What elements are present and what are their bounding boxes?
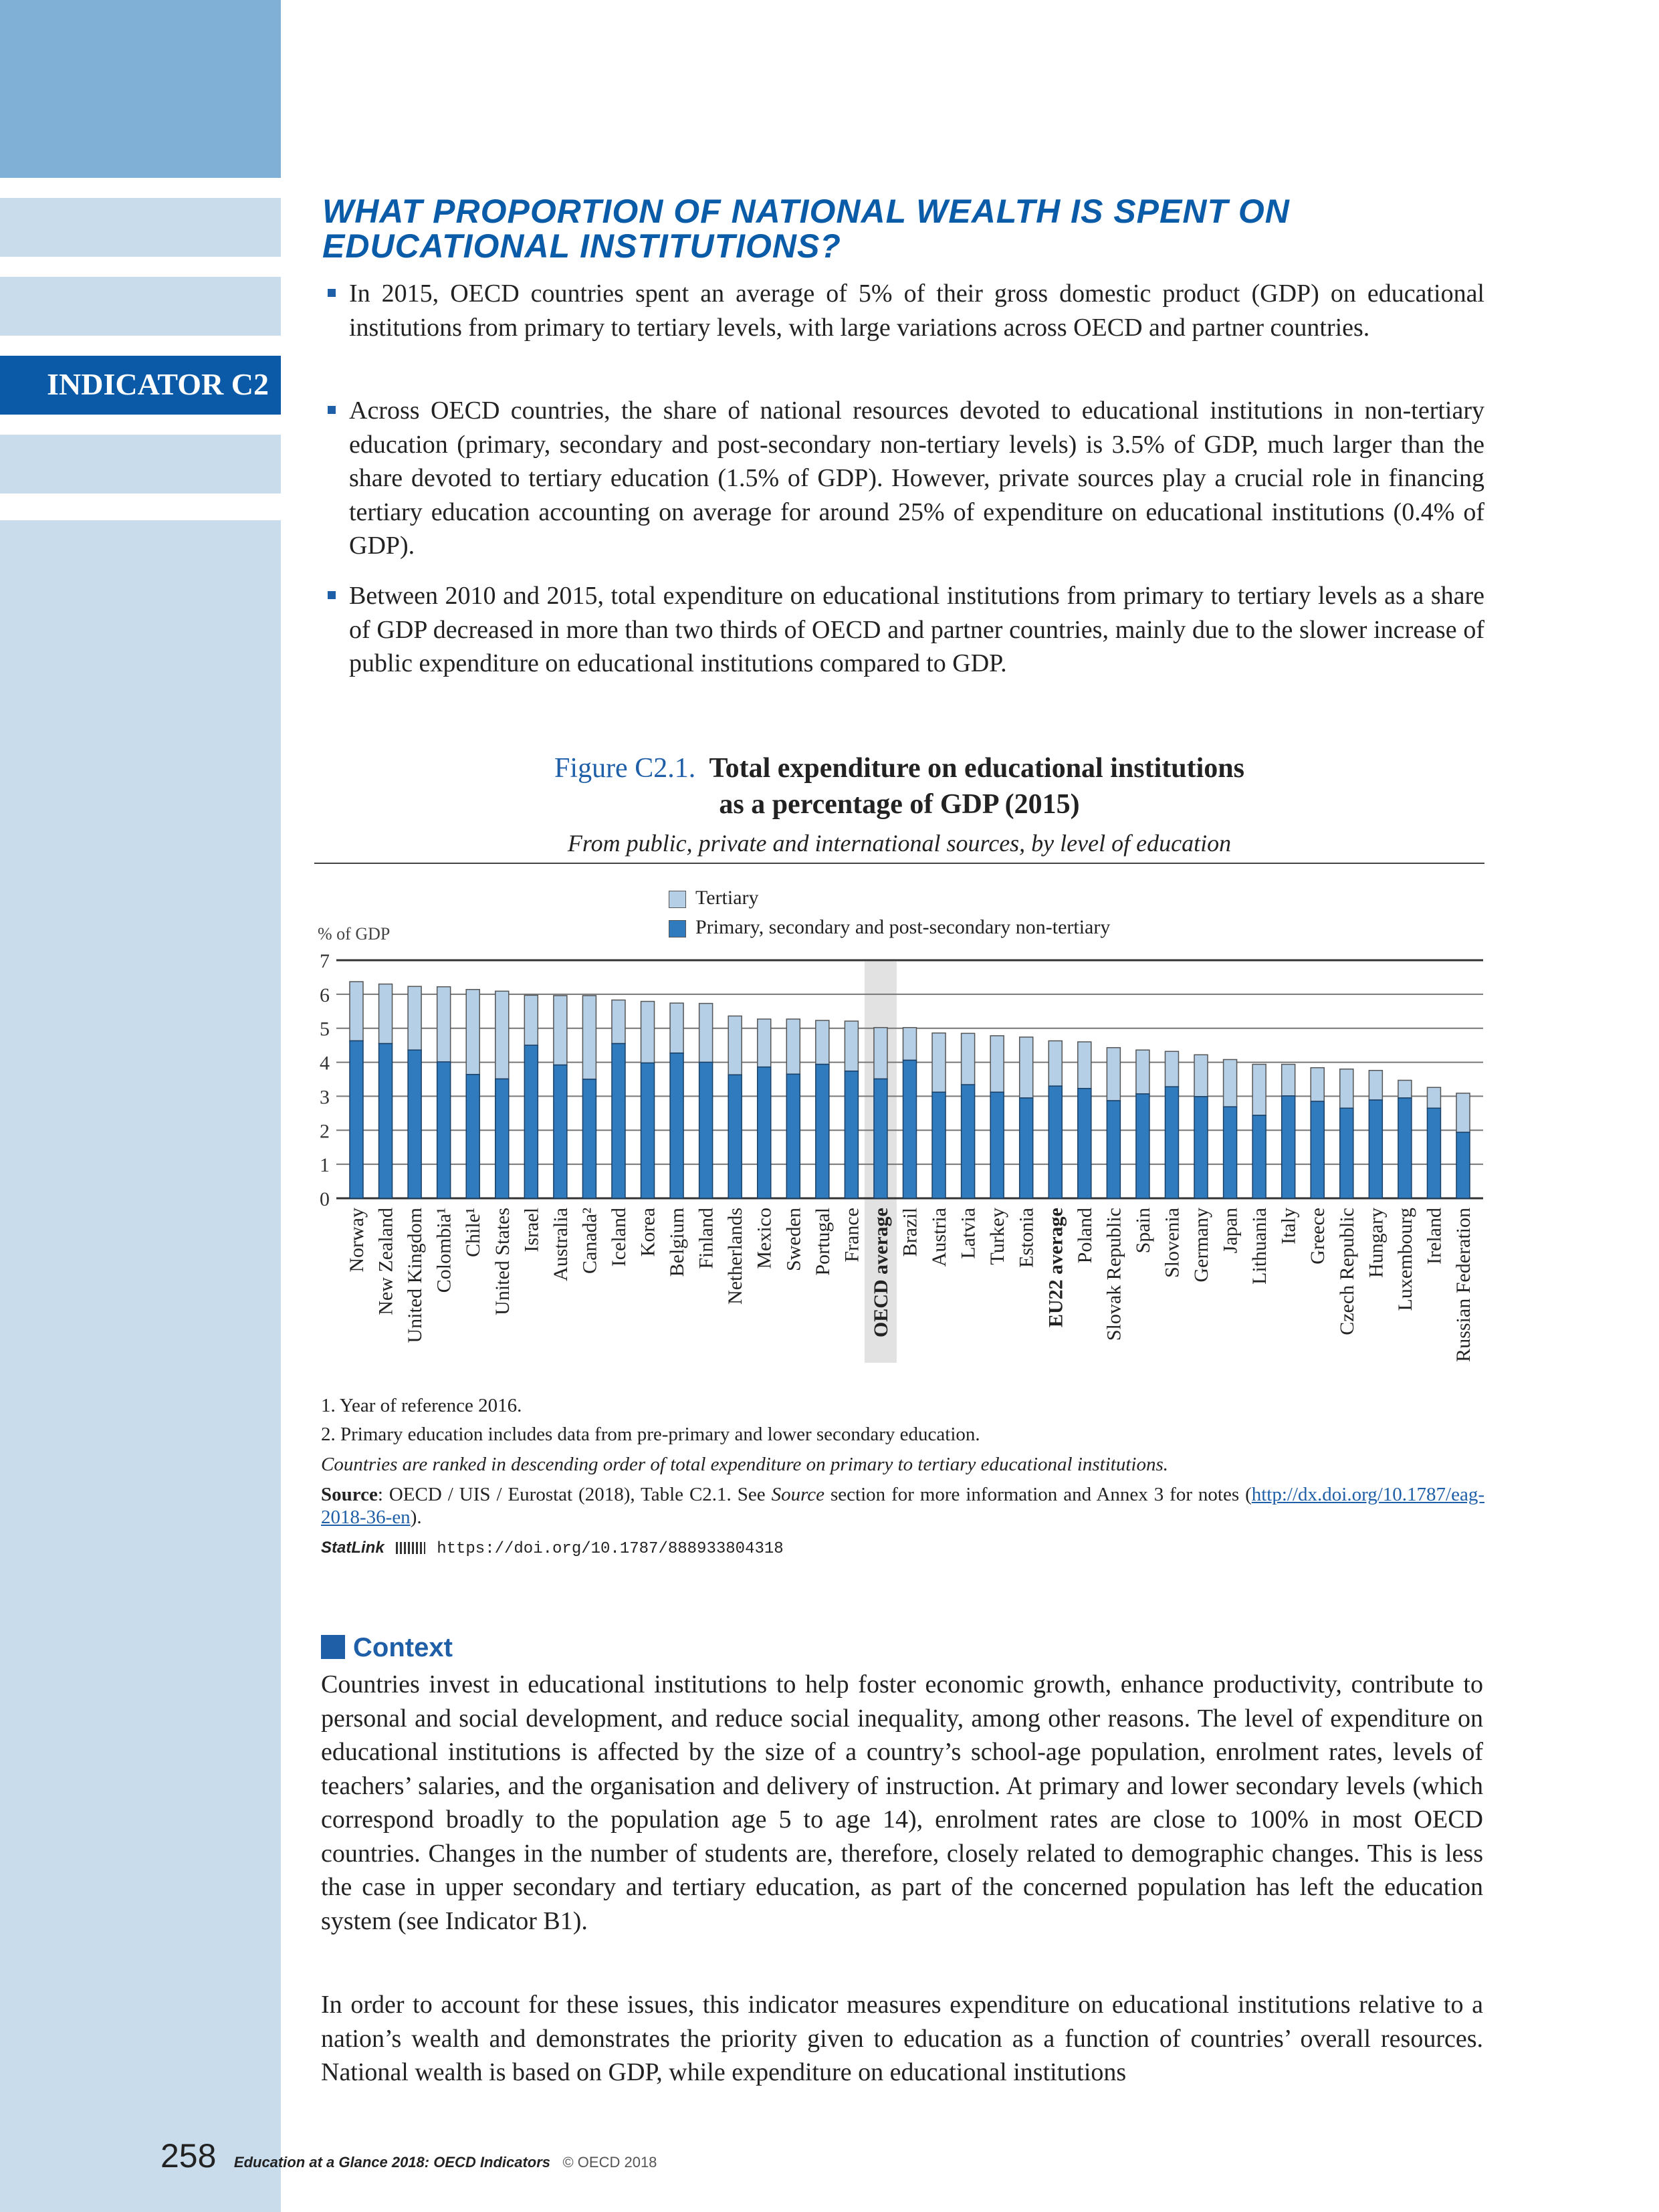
bullet-text: Across OECD countries, the share of national resources devoted to educational institutions in non-tertiary education (primary, secondary and post-secondary non-tertiary levels) is 3.5% of GDP, much larger than the share devoted to tertiary education (1.5% of GDP). However, private sources play a crucial role in financing tertiary education accounting on average for around 25% of expenditure on educational institutions (0.4% of GDP).: [349, 397, 1484, 560]
x-tick-label: Austria: [928, 1208, 951, 1267]
bar-primary: [1078, 1089, 1091, 1198]
x-tick-label: Korea: [637, 1208, 659, 1257]
bar-primary: [1398, 1098, 1412, 1198]
bar-primary: [1165, 1087, 1178, 1198]
statlink-url[interactable]: https://doi.org/10.1787/888933804318: [437, 1540, 784, 1558]
bar-tertiary: [1136, 1050, 1149, 1094]
bar-primary: [524, 1045, 538, 1198]
bar-primary: [1311, 1101, 1324, 1198]
bar-tertiary: [758, 1019, 771, 1067]
bar-tertiary: [1311, 1068, 1324, 1101]
bar-primary: [408, 1050, 421, 1198]
bar-tertiary: [1020, 1037, 1033, 1098]
bar-primary: [874, 1079, 887, 1198]
bar-tertiary: [1224, 1060, 1237, 1107]
bar-primary: [1282, 1096, 1295, 1198]
indicator-label: INDICATOR C2: [47, 367, 269, 401]
heading-square-icon: [321, 1635, 345, 1659]
context-paragraph-2: In order to account for these issues, this indicator measures expenditure on educational institutions relative to a nation’s wealth and demonstrates the priority given to education as a function of countries’ overall resources. National wealth is based on GDP, while expenditure on educational institutions: [321, 1991, 1483, 2086]
bar-tertiary: [845, 1021, 858, 1071]
bar-tertiary: [350, 982, 363, 1040]
ranking-note: Countries are ranked in descending order of total expenditure on primary to tertiary educational institutions.: [321, 1454, 1168, 1475]
x-tick-label: Portugal: [811, 1208, 834, 1276]
y-axis-label: % of GDP: [318, 924, 391, 944]
bar-primary: [612, 1044, 625, 1198]
x-tick-label: Italy: [1277, 1208, 1300, 1244]
bar-tertiary: [612, 1000, 625, 1044]
bar-tertiary: [962, 1033, 975, 1085]
bar-tertiary: [408, 986, 421, 1050]
bar-primary: [786, 1074, 800, 1198]
x-tick-label: Greece: [1307, 1208, 1329, 1264]
x-tick-label: Latvia: [957, 1208, 980, 1259]
x-tick-label: Colombia¹: [433, 1208, 455, 1293]
bar-primary: [699, 1063, 713, 1198]
bar-primary: [1107, 1101, 1120, 1198]
source-label: Source: [321, 1484, 378, 1505]
bar-tertiary: [932, 1033, 946, 1092]
bar-tertiary: [1252, 1065, 1266, 1115]
legend-label: Primary, secondary and post-secondary non-tertiary: [695, 916, 1111, 938]
x-tick-label: Iceland: [607, 1208, 630, 1267]
bar-tertiary: [1282, 1065, 1295, 1096]
bar-primary: [466, 1075, 479, 1198]
bar-primary: [495, 1079, 509, 1198]
heading-line-2: EDUCATIONAL INSTITUTIONS?: [322, 227, 841, 265]
bar-primary: [903, 1061, 917, 1198]
bar-primary: [1456, 1132, 1470, 1198]
page-number: 258: [160, 2137, 217, 2175]
x-tick-label: Chile¹: [462, 1208, 485, 1257]
source-text: : OECD / UIS / Eurostat (2018), Table C2.1. See: [377, 1484, 772, 1505]
source-note: [321, 1483, 1484, 1529]
page-footer: [160, 2136, 657, 2175]
x-tick-label: United Kingdom: [404, 1208, 427, 1343]
bar-tertiary: [670, 1003, 683, 1053]
x-tick-label: Germany: [1190, 1208, 1213, 1283]
statlink-logo-icon: [396, 1542, 425, 1554]
x-tick-label: Russian Federation: [1452, 1208, 1474, 1362]
context-heading-text: Context: [353, 1633, 453, 1662]
x-tick-label: Japan: [1219, 1208, 1242, 1254]
bar-tertiary: [1194, 1055, 1208, 1097]
bar-tertiary: [1456, 1093, 1470, 1132]
bar-tertiary: [582, 996, 596, 1079]
bar-primary: [932, 1092, 946, 1198]
bullet-text: Between 2010 and 2015, total expenditure on educational institutions from primary to tertiary levels as a share of GDP decreased in more than two thirds of OECD and partner countries, mainly due to the slower increase of public expenditure on educational institutions compared to GDP.: [349, 582, 1484, 677]
footnote-1: 1. Year of reference 2016.: [321, 1395, 522, 1416]
bar-primary: [758, 1067, 771, 1198]
bar-primary: [379, 1044, 393, 1198]
x-tick-label: Hungary: [1365, 1208, 1388, 1278]
bar-primary: [728, 1075, 742, 1198]
x-tick-label: Slovenia: [1161, 1208, 1184, 1278]
heading-line-1: WHAT PROPORTION OF NATIONAL WEALTH IS SPENT ON: [322, 193, 1290, 230]
y-tick-label: 3: [320, 1086, 330, 1109]
footnote-2: 2. Primary education includes data from pre-primary and lower secondary education.: [321, 1424, 980, 1445]
x-tick-label: Ireland: [1423, 1208, 1446, 1264]
bullet-text: In 2015, OECD countries spent an average of 5% of their gross domestic product (GDP) on educational institutions from primary to tertiary levels, with large variations across OECD and partner countries.: [349, 280, 1484, 342]
bar-tertiary: [554, 996, 567, 1065]
bar-primary: [437, 1062, 451, 1198]
bar-primary: [1252, 1115, 1266, 1198]
bar-primary: [1194, 1097, 1208, 1198]
bar-primary: [816, 1065, 829, 1198]
bar-primary: [1340, 1108, 1353, 1198]
x-tick-label: Sweden: [782, 1208, 805, 1271]
y-tick-label: 5: [320, 1018, 330, 1040]
bar-primary: [670, 1053, 683, 1198]
bar-tertiary: [728, 1016, 742, 1075]
bar-primary: [1136, 1094, 1149, 1198]
x-tick-label: Spain: [1131, 1208, 1154, 1254]
x-tick-label: Australia: [549, 1208, 572, 1281]
x-tick-label: Brazil: [899, 1208, 921, 1257]
bar-tertiary: [1340, 1069, 1353, 1108]
context-paragraph-1: Countries invest in educational institutions to help foster economic growth, enhance productivity, contribute to personal and social development, and reduce social inequality, among other reasons. The level of expenditure on educational institutions is affected by the size of a country’s school-age population, enrolment rates, levels of teachers’ salaries, and the organisation and delivery of instruction. At primary and lower secondary levels (which correspond broadly to the population age 5 to age 14), enrolment rates are close to 100% in most OECD countries. Changes in the number of students are, therefore, closely related to demographic changes. This is less the case in upper secondary and tertiary education, as part of the concerned population has left the education system (see Indicator B1).: [321, 1670, 1483, 1935]
x-tick-label: Estonia: [1015, 1208, 1038, 1268]
x-tick-label: France: [841, 1208, 863, 1262]
y-tick-label: 6: [320, 984, 330, 1006]
x-tick-label: EU22 average: [1044, 1208, 1067, 1328]
bar-primary: [350, 1041, 363, 1198]
bar-tertiary: [1165, 1051, 1178, 1087]
x-tick-label: Turkey: [986, 1208, 1009, 1265]
bar-tertiary: [816, 1020, 829, 1065]
source-end: ).: [410, 1507, 422, 1528]
x-tick-label: Israel: [520, 1208, 543, 1252]
context-heading: [321, 1633, 453, 1663]
y-tick-label: 0: [320, 1188, 330, 1210]
figure-title-line-2: as a percentage of GDP (2015): [719, 789, 1080, 820]
bar-primary: [990, 1092, 1004, 1198]
x-tick-label: Poland: [1073, 1208, 1096, 1264]
bar-tertiary: [1048, 1041, 1062, 1087]
legend-label: Tertiary: [695, 887, 759, 909]
figure-title-line-1: Total expenditure on educational institutions: [709, 753, 1244, 784]
bar-tertiary: [1369, 1071, 1382, 1100]
y-tick-label: 7: [320, 950, 330, 972]
publication-title: Education at a Glance 2018: OECD Indicators: [233, 2154, 551, 2171]
bar-tertiary: [437, 987, 451, 1062]
source-link[interactable]: http://dx.doi.org/10.1787/eag-2018-36-en: [321, 1484, 1484, 1528]
y-tick-label: 4: [320, 1052, 330, 1075]
x-tick-label: Luxembourg: [1394, 1208, 1416, 1311]
bar-tertiary: [903, 1028, 917, 1061]
bar-tertiary: [786, 1019, 800, 1074]
statlink-label: StatLink: [321, 1539, 384, 1557]
bar-primary: [962, 1085, 975, 1198]
bar-tertiary: [466, 990, 479, 1075]
x-tick-label: Slovak Republic: [1103, 1208, 1125, 1341]
x-tick-label: Canada²: [578, 1208, 601, 1274]
bar-tertiary: [1427, 1087, 1440, 1108]
x-tick-label: Netherlands: [724, 1208, 747, 1305]
x-tick-label: Belgium: [666, 1208, 689, 1277]
bar-primary: [641, 1063, 655, 1198]
bar-tertiary: [1398, 1081, 1412, 1098]
y-tick-label: 1: [320, 1154, 330, 1177]
bar-primary: [1048, 1086, 1062, 1198]
bar-primary: [1224, 1107, 1237, 1198]
statlink: [321, 1535, 784, 1561]
bar-tertiary: [874, 1028, 887, 1079]
bar-tertiary: [1107, 1048, 1120, 1101]
x-tick-label: Finland: [695, 1208, 717, 1269]
figure-label: Figure C2.1.: [554, 753, 696, 784]
source-text-2: section for more information and Annex 3 for notes (: [824, 1484, 1252, 1505]
figure-subtitle: From public, private and international sources, by level of education: [567, 830, 1232, 857]
bar-tertiary: [1078, 1042, 1091, 1089]
x-tick-label: Mexico: [753, 1208, 776, 1269]
x-tick-label: United States: [491, 1208, 514, 1315]
x-tick-label: Czech Republic: [1335, 1208, 1358, 1335]
bar-tertiary: [641, 1002, 655, 1063]
bar-primary: [1020, 1098, 1033, 1198]
bar-tertiary: [990, 1036, 1004, 1092]
copyright: © OECD 2018: [562, 2154, 657, 2171]
y-tick-label: 2: [320, 1120, 330, 1143]
bar-primary: [845, 1071, 858, 1198]
bar-primary: [582, 1079, 596, 1198]
bar-tertiary: [699, 1004, 713, 1063]
x-tick-label: Lithuania: [1248, 1208, 1271, 1285]
bar-primary: [1369, 1100, 1382, 1198]
bar-tertiary: [495, 991, 509, 1079]
bar-tertiary: [524, 995, 538, 1045]
x-tick-label: OECD average: [869, 1208, 892, 1338]
bar-primary: [1427, 1108, 1440, 1198]
x-tick-label: New Zealand: [374, 1208, 397, 1315]
x-tick-label: Norway: [346, 1208, 368, 1273]
source-italic: Source: [771, 1484, 825, 1505]
bar-tertiary: [379, 984, 393, 1044]
bar-primary: [554, 1065, 567, 1198]
